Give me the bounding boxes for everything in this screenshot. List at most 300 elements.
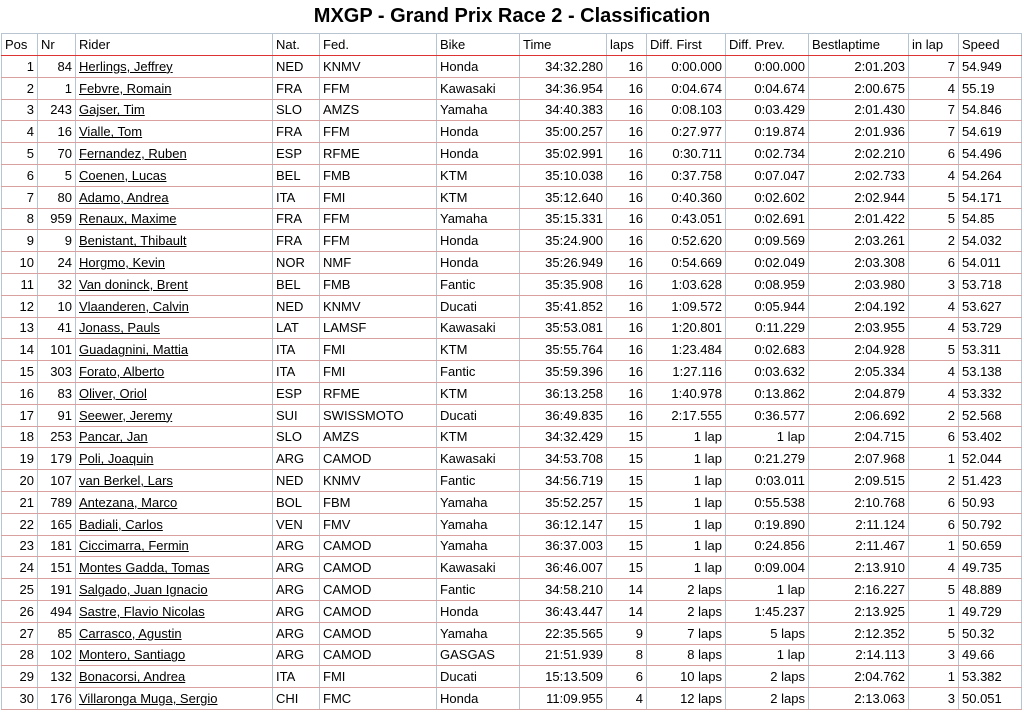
table-row <box>2 143 1022 165</box>
cell-laps: 15 <box>607 557 647 579</box>
cell-nat: ITA <box>273 339 320 361</box>
cell-laps: 16 <box>607 208 647 230</box>
cell-pos: 5 <box>2 143 38 165</box>
cell-pos: 28 <box>2 644 38 666</box>
cell-time: 36:13.258 <box>520 382 607 404</box>
cell-rider <box>76 77 273 99</box>
cell-pos: 30 <box>2 688 38 710</box>
rider-link[interactable]: Jonass, Pauls <box>79 320 160 336</box>
table-row <box>2 404 1022 426</box>
cell-rider <box>76 186 273 208</box>
cell-pos: 20 <box>2 470 38 492</box>
cell-diff-prev: 0:03.632 <box>726 361 809 383</box>
cell-nr: 789 <box>38 491 76 513</box>
cell-fed: AMZS <box>320 99 437 121</box>
cell-diff-prev: 0:24.856 <box>726 535 809 557</box>
table-row <box>2 121 1022 143</box>
cell-diff-first: 7 laps <box>647 622 726 644</box>
table-row <box>2 666 1022 688</box>
cell-laps: 16 <box>607 143 647 165</box>
cell-laps: 9 <box>607 622 647 644</box>
cell-nat: ARG <box>273 448 320 470</box>
cell-time: 34:40.383 <box>520 99 607 121</box>
cell-rider <box>76 339 273 361</box>
cell-bestlaptime: 2:13.910 <box>809 557 909 579</box>
rider-link[interactable]: Oliver, Oriol <box>79 385 147 401</box>
cell-diff-first: 0:04.674 <box>647 77 726 99</box>
cell-rider <box>76 535 273 557</box>
column-header-bike: Bike <box>437 34 520 56</box>
cell-bestlaptime: 2:02.944 <box>809 186 909 208</box>
cell-fed: FMB <box>320 164 437 186</box>
cell-diff-prev: 0:19.890 <box>726 513 809 535</box>
cell-laps: 16 <box>607 317 647 339</box>
cell-rider <box>76 208 273 230</box>
cell-nat: NOR <box>273 252 320 274</box>
cell-pos: 7 <box>2 186 38 208</box>
cell-diff-first: 0:52.620 <box>647 230 726 252</box>
cell-rider <box>76 317 273 339</box>
cell-in-lap: 4 <box>909 295 959 317</box>
rider-link[interactable]: Carrasco, Agustin <box>79 625 182 641</box>
cell-diff-first: 1 lap <box>647 513 726 535</box>
cell-nat: ITA <box>273 666 320 688</box>
cell-nr: 80 <box>38 186 76 208</box>
rider-link[interactable]: Ciccimarra, Fermin <box>79 538 189 554</box>
rider-link[interactable]: Montero, Santiago <box>79 647 186 663</box>
cell-diff-prev: 2 laps <box>726 666 809 688</box>
cell-rider <box>76 361 273 383</box>
rider-link[interactable]: Bonacorsi, Andrea <box>79 669 186 685</box>
cell-nr: 10 <box>38 295 76 317</box>
cell-fed: FMC <box>320 688 437 710</box>
rider-link[interactable]: Adamo, Andrea <box>79 189 169 205</box>
cell-laps: 15 <box>607 535 647 557</box>
cell-bike: Ducati <box>437 666 520 688</box>
cell-fed: SWISSMOTO <box>320 404 437 426</box>
cell-diff-prev: 1 lap <box>726 579 809 601</box>
cell-fed: FFM <box>320 77 437 99</box>
cell-in-lap: 1 <box>909 666 959 688</box>
cell-laps: 15 <box>607 470 647 492</box>
cell-diff-first: 1 lap <box>647 535 726 557</box>
cell-nat: SLO <box>273 99 320 121</box>
page-title: MXGP - Grand Prix Race 2 - Classification <box>313 5 711 27</box>
cell-time: 35:53.081 <box>520 317 607 339</box>
cell-bike: Yamaha <box>437 622 520 644</box>
cell-nat: SLO <box>273 426 320 448</box>
table-row <box>2 317 1022 339</box>
cell-in-lap: 5 <box>909 208 959 230</box>
column-header-bestlaptime: Bestlaptime <box>809 34 909 56</box>
rider-link[interactable]: Seewer, Jeremy <box>79 407 173 423</box>
cell-speed: 53.138 <box>959 361 1022 383</box>
table-row <box>2 382 1022 404</box>
cell-in-lap: 3 <box>909 273 959 295</box>
cell-diff-prev: 0:13.862 <box>726 382 809 404</box>
rider-link[interactable]: Guadagnini, Mattia <box>79 342 189 358</box>
cell-pos: 24 <box>2 557 38 579</box>
cell-fed: CAMOD <box>320 448 437 470</box>
cell-bike: Honda <box>437 143 520 165</box>
cell-bike: Kawasaki <box>437 557 520 579</box>
table-row <box>2 426 1022 448</box>
cell-nr: 253 <box>38 426 76 448</box>
rider-link[interactable]: Herlings, Jeffrey <box>79 58 173 74</box>
cell-speed: 50.659 <box>959 535 1022 557</box>
cell-rider <box>76 143 273 165</box>
cell-bike: Kawasaki <box>437 448 520 470</box>
cell-pos: 21 <box>2 491 38 513</box>
cell-nr: 5 <box>38 164 76 186</box>
cell-time: 35:12.640 <box>520 186 607 208</box>
cell-laps: 16 <box>607 382 647 404</box>
cell-fed: FMI <box>320 339 437 361</box>
cell-pos: 13 <box>2 317 38 339</box>
header-row <box>2 34 1022 56</box>
cell-bike: Kawasaki <box>437 317 520 339</box>
cell-bestlaptime: 2:01.430 <box>809 99 909 121</box>
table-row <box>2 579 1022 601</box>
cell-speed: 52.044 <box>959 448 1022 470</box>
cell-nat: ARG <box>273 535 320 557</box>
cell-rider <box>76 491 273 513</box>
cell-bestlaptime: 2:04.928 <box>809 339 909 361</box>
cell-diff-first: 1 lap <box>647 470 726 492</box>
cell-diff-first: 0:08.103 <box>647 99 726 121</box>
cell-pos: 1 <box>2 56 38 78</box>
cell-diff-first: 1:03.628 <box>647 273 726 295</box>
cell-nat: ESP <box>273 382 320 404</box>
rider-link[interactable]: Forato, Alberto <box>79 364 165 380</box>
cell-rider <box>76 644 273 666</box>
cell-nat: BOL <box>273 491 320 513</box>
cell-in-lap: 1 <box>909 448 959 470</box>
column-header-time: Time <box>520 34 607 56</box>
cell-laps: 16 <box>607 99 647 121</box>
cell-rider <box>76 99 273 121</box>
cell-diff-prev: 0:07.047 <box>726 164 809 186</box>
cell-nr: 9 <box>38 230 76 252</box>
cell-nr: 165 <box>38 513 76 535</box>
cell-nat: FRA <box>273 230 320 252</box>
cell-rider <box>76 230 273 252</box>
cell-nr: 101 <box>38 339 76 361</box>
cell-time: 35:52.257 <box>520 491 607 513</box>
cell-diff-prev: 1 lap <box>726 426 809 448</box>
cell-in-lap: 4 <box>909 382 959 404</box>
cell-nr: 151 <box>38 557 76 579</box>
cell-pos: 16 <box>2 382 38 404</box>
rider-link[interactable]: van Berkel, Lars <box>79 473 173 489</box>
cell-rider <box>76 252 273 274</box>
cell-diff-prev: 0:02.049 <box>726 252 809 274</box>
cell-time: 35:15.331 <box>520 208 607 230</box>
rider-link[interactable]: Vialle, Tom <box>79 124 143 140</box>
cell-rider <box>76 56 273 78</box>
cell-speed: 53.311 <box>959 339 1022 361</box>
cell-pos: 9 <box>2 230 38 252</box>
cell-speed: 54.032 <box>959 230 1022 252</box>
cell-nat: BEL <box>273 273 320 295</box>
cell-speed: 50.051 <box>959 688 1022 710</box>
cell-time: 35:24.900 <box>520 230 607 252</box>
cell-bestlaptime: 2:16.227 <box>809 579 909 601</box>
cell-rider <box>76 426 273 448</box>
cell-fed: FFM <box>320 121 437 143</box>
cell-in-lap: 3 <box>909 688 959 710</box>
cell-time: 11:09.955 <box>520 688 607 710</box>
cell-diff-prev: 0:02.602 <box>726 186 809 208</box>
cell-time: 36:46.007 <box>520 557 607 579</box>
cell-speed: 53.627 <box>959 295 1022 317</box>
cell-in-lap: 3 <box>909 644 959 666</box>
cell-bike: Ducati <box>437 295 520 317</box>
cell-fed: FFM <box>320 230 437 252</box>
cell-diff-prev: 0:09.004 <box>726 557 809 579</box>
cell-fed: RFME <box>320 143 437 165</box>
cell-nr: 176 <box>38 688 76 710</box>
rider-link[interactable]: Sastre, Flavio Nicolas <box>79 603 205 619</box>
cell-speed: 54.011 <box>959 252 1022 274</box>
cell-laps: 16 <box>607 77 647 99</box>
cell-nr: 181 <box>38 535 76 557</box>
table-row <box>2 557 1022 579</box>
cell-laps: 16 <box>607 295 647 317</box>
cell-laps: 16 <box>607 186 647 208</box>
cell-nat: ARG <box>273 600 320 622</box>
rider-link[interactable]: Montes Gadda, Tomas <box>79 560 210 576</box>
cell-laps: 6 <box>607 666 647 688</box>
cell-bestlaptime: 2:12.352 <box>809 622 909 644</box>
cell-bike: Honda <box>437 600 520 622</box>
cell-bike: Yamaha <box>437 491 520 513</box>
cell-pos: 12 <box>2 295 38 317</box>
cell-nat: NED <box>273 470 320 492</box>
cell-nat: ITA <box>273 186 320 208</box>
cell-laps: 15 <box>607 426 647 448</box>
cell-rider <box>76 164 273 186</box>
cell-bike: Honda <box>437 688 520 710</box>
rider-link[interactable]: Horgmo, Kevin <box>79 255 165 271</box>
cell-bike: Ducati <box>437 404 520 426</box>
cell-diff-prev: 0:05.944 <box>726 295 809 317</box>
cell-bestlaptime: 2:00.675 <box>809 77 909 99</box>
cell-diff-first: 0:54.669 <box>647 252 726 274</box>
rider-link[interactable]: Renaux, Maxime <box>79 211 177 227</box>
cell-time: 15:13.509 <box>520 666 607 688</box>
rider-link[interactable]: Badiali, Carlos <box>79 516 163 532</box>
cell-in-lap: 1 <box>909 600 959 622</box>
cell-bike: Honda <box>437 230 520 252</box>
cell-bike: KTM <box>437 382 520 404</box>
cell-speed: 54.171 <box>959 186 1022 208</box>
cell-pos: 17 <box>2 404 38 426</box>
cell-pos: 27 <box>2 622 38 644</box>
cell-in-lap: 2 <box>909 230 959 252</box>
cell-nr: 494 <box>38 600 76 622</box>
cell-speed: 50.792 <box>959 513 1022 535</box>
rider-link[interactable]: Pancar, Jan <box>79 429 148 445</box>
table-row <box>2 252 1022 274</box>
cell-laps: 14 <box>607 600 647 622</box>
cell-in-lap: 1 <box>909 535 959 557</box>
cell-rider <box>76 666 273 688</box>
cell-nr: 41 <box>38 317 76 339</box>
cell-nr: 32 <box>38 273 76 295</box>
cell-diff-prev: 0:08.959 <box>726 273 809 295</box>
cell-fed: KNMV <box>320 295 437 317</box>
table-row <box>2 491 1022 513</box>
rider-link[interactable]: Febvre, Romain <box>79 80 172 96</box>
cell-pos: 15 <box>2 361 38 383</box>
cell-in-lap: 2 <box>909 470 959 492</box>
cell-fed: FMV <box>320 513 437 535</box>
cell-speed: 53.332 <box>959 382 1022 404</box>
table-row <box>2 448 1022 470</box>
cell-pos: 4 <box>2 121 38 143</box>
cell-pos: 23 <box>2 535 38 557</box>
cell-nat: FRA <box>273 121 320 143</box>
rider-link[interactable]: Salgado, Juan Ignacio <box>79 582 208 598</box>
cell-fed: CAMOD <box>320 579 437 601</box>
cell-time: 34:53.708 <box>520 448 607 470</box>
rider-link[interactable]: Gajser, Tim <box>79 102 145 118</box>
cell-rider <box>76 579 273 601</box>
cell-bestlaptime: 2:10.768 <box>809 491 909 513</box>
rider-link[interactable]: Vlaanderen, Calvin <box>79 298 189 314</box>
cell-pos: 25 <box>2 579 38 601</box>
cell-diff-first: 0:43.051 <box>647 208 726 230</box>
cell-in-lap: 4 <box>909 361 959 383</box>
cell-laps: 16 <box>607 252 647 274</box>
cell-bestlaptime: 2:03.308 <box>809 252 909 274</box>
cell-fed: CAMOD <box>320 535 437 557</box>
cell-diff-prev: 5 laps <box>726 622 809 644</box>
cell-diff-first: 1:40.978 <box>647 382 726 404</box>
cell-rider <box>76 295 273 317</box>
cell-nat: ARG <box>273 622 320 644</box>
column-header-diff-first: Diff. First <box>647 34 726 56</box>
cell-bestlaptime: 2:09.515 <box>809 470 909 492</box>
rider-link[interactable]: Van doninck, Brent <box>79 276 188 292</box>
rider-link[interactable]: Poli, Joaquin <box>79 451 154 467</box>
cell-diff-first: 1:09.572 <box>647 295 726 317</box>
cell-bestlaptime: 2:05.334 <box>809 361 909 383</box>
cell-fed: CAMOD <box>320 622 437 644</box>
cell-laps: 16 <box>607 361 647 383</box>
cell-fed: FFM <box>320 208 437 230</box>
rider-link[interactable]: Villaronga Muga, Sergio <box>79 691 218 706</box>
cell-fed: FMB <box>320 273 437 295</box>
cell-time: 35:35.908 <box>520 273 607 295</box>
cell-fed: CAMOD <box>320 557 437 579</box>
table-row <box>2 208 1022 230</box>
cell-diff-first: 2 laps <box>647 600 726 622</box>
cell-fed: LAMSF <box>320 317 437 339</box>
column-header-diff-prev: Diff. Prev. <box>726 34 809 56</box>
cell-in-lap: 2 <box>909 404 959 426</box>
table-row <box>2 644 1022 666</box>
cell-rider <box>76 688 273 710</box>
cell-diff-first: 2:17.555 <box>647 404 726 426</box>
cell-pos: 8 <box>2 208 38 230</box>
cell-laps: 16 <box>607 339 647 361</box>
table-row <box>2 622 1022 644</box>
cell-bike: KTM <box>437 339 520 361</box>
cell-bestlaptime: 2:11.124 <box>809 513 909 535</box>
cell-nat: SUI <box>273 404 320 426</box>
cell-time: 35:10.038 <box>520 164 607 186</box>
cell-bike: Honda <box>437 252 520 274</box>
rider-link[interactable]: Fernandez, Ruben <box>79 146 187 162</box>
cell-bike: GASGAS <box>437 644 520 666</box>
cell-bestlaptime: 2:07.968 <box>809 448 909 470</box>
cell-pos: 22 <box>2 513 38 535</box>
cell-speed: 50.93 <box>959 491 1022 513</box>
table-body <box>2 56 1022 710</box>
cell-diff-first: 1 lap <box>647 426 726 448</box>
rider-link[interactable]: Benistant, Thibault <box>79 233 187 249</box>
cell-diff-prev: 0:36.577 <box>726 404 809 426</box>
cell-laps: 16 <box>607 164 647 186</box>
cell-pos: 10 <box>2 252 38 274</box>
cell-nr: 107 <box>38 470 76 492</box>
cell-nr: 132 <box>38 666 76 688</box>
cell-diff-first: 2 laps <box>647 579 726 601</box>
cell-diff-first: 0:00.000 <box>647 56 726 78</box>
cell-fed: CAMOD <box>320 644 437 666</box>
cell-rider <box>76 470 273 492</box>
table-row <box>2 56 1022 78</box>
cell-speed: 54.264 <box>959 164 1022 186</box>
cell-speed: 51.423 <box>959 470 1022 492</box>
cell-bike: Yamaha <box>437 535 520 557</box>
classification-table <box>1 33 1022 710</box>
cell-fed: NMF <box>320 252 437 274</box>
cell-diff-prev: 0:55.538 <box>726 491 809 513</box>
cell-bestlaptime: 2:01.203 <box>809 56 909 78</box>
cell-rider <box>76 448 273 470</box>
rider-link[interactable]: Coenen, Lucas <box>79 167 167 183</box>
cell-bike: Fantic <box>437 273 520 295</box>
cell-laps: 16 <box>607 273 647 295</box>
cell-bestlaptime: 2:11.467 <box>809 535 909 557</box>
cell-speed: 53.729 <box>959 317 1022 339</box>
cell-bike: Fantic <box>437 361 520 383</box>
cell-bike: Kawasaki <box>437 77 520 99</box>
cell-fed: RFME <box>320 382 437 404</box>
cell-in-lap: 5 <box>909 186 959 208</box>
cell-diff-prev: 0:02.734 <box>726 143 809 165</box>
cell-pos: 26 <box>2 600 38 622</box>
cell-bike: Honda <box>437 121 520 143</box>
cell-nr: 179 <box>38 448 76 470</box>
cell-diff-first: 0:37.758 <box>647 164 726 186</box>
table-row <box>2 600 1022 622</box>
rider-link[interactable]: Antezana, Marco <box>79 494 178 510</box>
cell-nr: 70 <box>38 143 76 165</box>
cell-pos: 19 <box>2 448 38 470</box>
cell-bestlaptime: 2:01.422 <box>809 208 909 230</box>
cell-nr: 85 <box>38 622 76 644</box>
cell-bestlaptime: 2:14.113 <box>809 644 909 666</box>
cell-time: 21:51.939 <box>520 644 607 666</box>
cell-speed: 52.568 <box>959 404 1022 426</box>
column-header-laps: laps <box>607 34 647 56</box>
cell-bestlaptime: 2:01.936 <box>809 121 909 143</box>
cell-rider <box>76 600 273 622</box>
